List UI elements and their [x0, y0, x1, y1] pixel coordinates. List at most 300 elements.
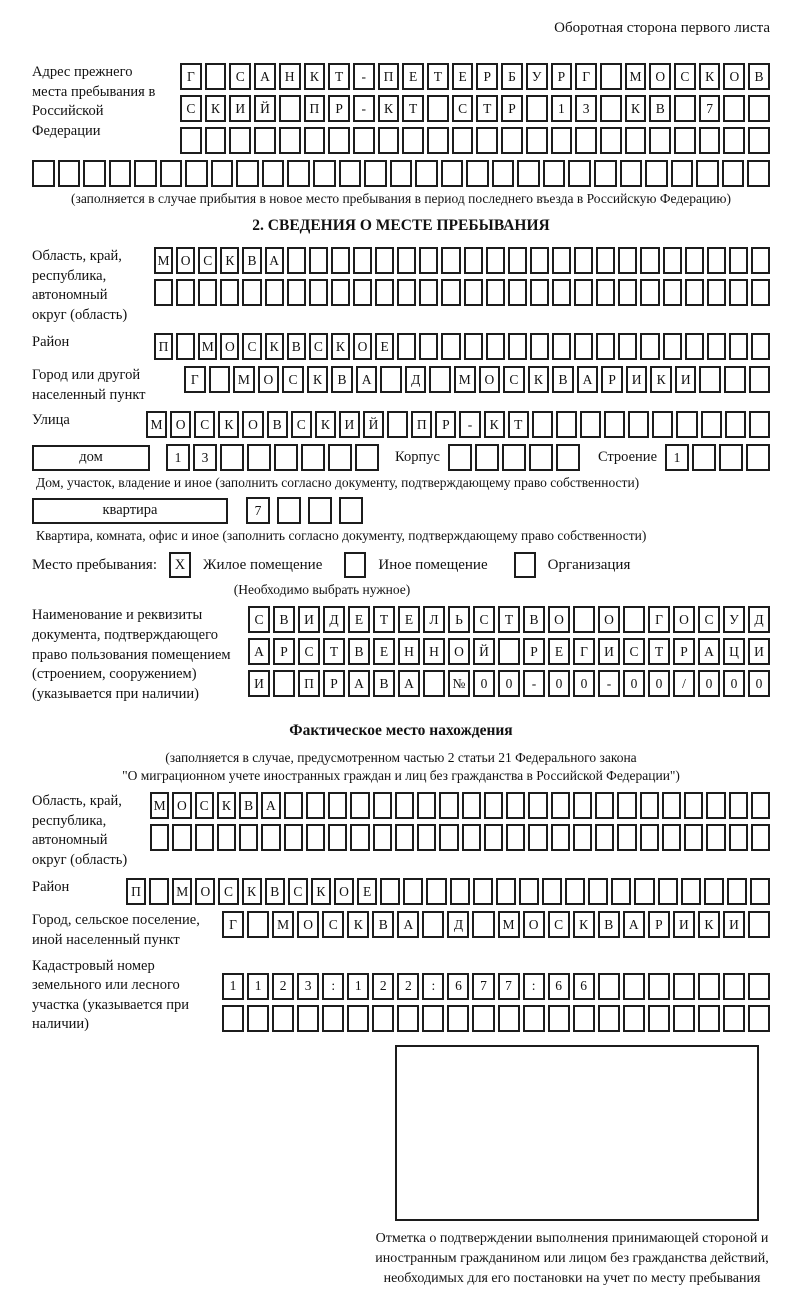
form-cell[interactable] — [475, 444, 499, 471]
form-cell[interactable]: № — [448, 670, 470, 697]
form-cell[interactable]: / — [673, 670, 695, 697]
form-cell[interactable] — [390, 160, 413, 187]
form-cell[interactable] — [397, 279, 416, 306]
form-cell[interactable]: В — [331, 366, 353, 393]
form-cell[interactable] — [729, 279, 748, 306]
form-cell[interactable] — [729, 333, 748, 360]
form-cell[interactable] — [673, 973, 695, 1000]
form-cell[interactable]: М — [150, 792, 169, 819]
form-cell[interactable] — [751, 333, 770, 360]
form-cell[interactable]: Т — [648, 638, 670, 665]
form-cell[interactable] — [32, 160, 55, 187]
form-cell[interactable]: Ц — [723, 638, 745, 665]
form-cell[interactable] — [331, 247, 350, 274]
form-cell[interactable] — [486, 247, 505, 274]
form-cell[interactable]: К — [347, 911, 369, 938]
form-cell[interactable]: К — [205, 95, 227, 122]
form-cell[interactable] — [662, 792, 681, 819]
form-cell[interactable] — [417, 824, 436, 851]
form-cell[interactable] — [287, 247, 306, 274]
form-cell[interactable] — [727, 878, 747, 905]
form-cell[interactable]: - — [353, 63, 375, 90]
form-cell[interactable]: 3 — [297, 973, 319, 1000]
form-cell[interactable] — [707, 333, 726, 360]
form-cell[interactable]: 6 — [447, 973, 469, 1000]
form-cell[interactable] — [628, 411, 649, 438]
form-cell[interactable] — [699, 127, 721, 154]
form-cell[interactable]: У — [526, 63, 548, 90]
form-cell[interactable] — [676, 411, 697, 438]
form-cell[interactable] — [620, 160, 643, 187]
stay-type-checkbox-organization[interactable] — [514, 552, 536, 578]
form-cell[interactable]: О — [548, 606, 570, 633]
form-cell[interactable]: И — [626, 366, 648, 393]
form-cell[interactable]: В — [242, 247, 261, 274]
form-cell[interactable]: Г — [573, 638, 595, 665]
form-cell[interactable] — [222, 1005, 244, 1032]
form-cell[interactable] — [701, 411, 722, 438]
form-cell[interactable] — [176, 333, 195, 360]
form-cell[interactable]: Е — [373, 638, 395, 665]
form-cell[interactable]: 3 — [193, 444, 217, 471]
form-cell[interactable] — [301, 444, 325, 471]
form-cell[interactable] — [176, 279, 195, 306]
form-cell[interactable] — [109, 160, 132, 187]
form-cell[interactable] — [273, 670, 295, 697]
form-cell[interactable]: С — [473, 606, 495, 633]
form-cell[interactable] — [598, 973, 620, 1000]
form-cell[interactable] — [508, 333, 527, 360]
form-cell[interactable] — [350, 824, 369, 851]
form-cell[interactable] — [441, 247, 460, 274]
form-cell[interactable]: А — [265, 247, 284, 274]
form-cell[interactable] — [623, 606, 645, 633]
form-cell[interactable]: - — [459, 411, 480, 438]
form-cell[interactable] — [229, 127, 251, 154]
form-cell[interactable] — [220, 444, 244, 471]
form-cell[interactable]: - — [523, 670, 545, 697]
form-cell[interactable]: М — [154, 247, 173, 274]
form-cell[interactable]: Т — [328, 63, 350, 90]
form-cell[interactable] — [556, 444, 580, 471]
form-cell[interactable] — [508, 279, 527, 306]
form-cell[interactable] — [623, 973, 645, 1000]
form-cell[interactable]: Е — [357, 878, 377, 905]
form-cell[interactable] — [618, 333, 637, 360]
form-cell[interactable]: С — [218, 878, 238, 905]
form-cell[interactable]: К — [699, 63, 721, 90]
form-cell[interactable] — [723, 973, 745, 1000]
form-cell[interactable] — [598, 1005, 620, 1032]
form-cell[interactable] — [422, 911, 444, 938]
form-cell[interactable]: В — [287, 333, 306, 360]
form-cell[interactable] — [749, 411, 770, 438]
form-cell[interactable]: К — [242, 878, 262, 905]
form-cell[interactable]: В — [598, 911, 620, 938]
form-cell[interactable]: 2 — [272, 973, 294, 1000]
form-cell[interactable] — [83, 160, 106, 187]
form-cell[interactable]: Д — [405, 366, 427, 393]
form-cell[interactable] — [681, 878, 701, 905]
form-cell[interactable] — [441, 333, 460, 360]
form-cell[interactable] — [484, 792, 503, 819]
form-cell[interactable]: Г — [648, 606, 670, 633]
form-cell[interactable]: М — [146, 411, 167, 438]
form-cell[interactable] — [160, 160, 183, 187]
form-cell[interactable] — [685, 279, 704, 306]
form-cell[interactable]: О — [170, 411, 191, 438]
form-cell[interactable] — [729, 824, 748, 851]
form-cell[interactable] — [707, 247, 726, 274]
form-cell[interactable] — [729, 247, 748, 274]
form-cell[interactable] — [640, 279, 659, 306]
form-cell[interactable]: С — [180, 95, 202, 122]
form-cell[interactable]: : — [422, 973, 444, 1000]
form-cell[interactable]: П — [298, 670, 320, 697]
form-cell[interactable]: С — [452, 95, 474, 122]
form-cell[interactable] — [355, 444, 379, 471]
form-cell[interactable]: С — [194, 411, 215, 438]
form-cell[interactable] — [466, 160, 489, 187]
form-cell[interactable]: К — [650, 366, 672, 393]
form-cell[interactable] — [684, 792, 703, 819]
form-cell[interactable]: А — [698, 638, 720, 665]
form-cell[interactable] — [427, 95, 449, 122]
form-cell[interactable] — [556, 411, 577, 438]
form-cell[interactable]: В — [523, 606, 545, 633]
apartment-type-box[interactable]: квартира — [32, 498, 228, 524]
form-cell[interactable] — [297, 1005, 319, 1032]
form-cell[interactable] — [439, 824, 458, 851]
form-cell[interactable]: М — [272, 911, 294, 938]
form-cell[interactable] — [378, 127, 400, 154]
form-cell[interactable] — [588, 878, 608, 905]
form-cell[interactable]: И — [248, 670, 270, 697]
form-cell[interactable] — [611, 878, 631, 905]
form-cell[interactable]: О — [334, 878, 354, 905]
form-cell[interactable] — [600, 63, 622, 90]
form-cell[interactable]: Д — [447, 911, 469, 938]
form-cell[interactable] — [674, 127, 696, 154]
form-cell[interactable] — [364, 160, 387, 187]
form-cell[interactable]: С — [548, 911, 570, 938]
form-cell[interactable] — [600, 127, 622, 154]
form-cell[interactable] — [649, 127, 671, 154]
form-cell[interactable]: В — [748, 63, 770, 90]
form-cell[interactable]: Г — [222, 911, 244, 938]
form-cell[interactable] — [640, 824, 659, 851]
form-cell[interactable] — [573, 792, 592, 819]
form-cell[interactable] — [618, 279, 637, 306]
form-cell[interactable] — [552, 279, 571, 306]
form-cell[interactable] — [640, 247, 659, 274]
form-cell[interactable]: И — [723, 911, 745, 938]
form-cell[interactable] — [134, 160, 157, 187]
form-cell[interactable]: Г — [184, 366, 206, 393]
form-cell[interactable]: О — [195, 878, 215, 905]
form-cell[interactable]: К — [484, 411, 505, 438]
form-cell[interactable] — [220, 279, 239, 306]
form-cell[interactable] — [573, 1005, 595, 1032]
form-cell[interactable] — [722, 160, 745, 187]
form-cell[interactable] — [574, 333, 593, 360]
form-cell[interactable]: В — [649, 95, 671, 122]
form-cell[interactable]: М — [233, 366, 255, 393]
form-cell[interactable] — [375, 279, 394, 306]
form-cell[interactable] — [684, 824, 703, 851]
form-cell[interactable]: М — [625, 63, 647, 90]
form-cell[interactable] — [217, 824, 236, 851]
form-cell[interactable]: 1 — [222, 973, 244, 1000]
form-cell[interactable]: 7 — [472, 973, 494, 1000]
form-cell[interactable] — [277, 497, 301, 524]
form-cell[interactable]: К — [331, 333, 350, 360]
form-cell[interactable] — [596, 333, 615, 360]
form-cell[interactable]: Т — [427, 63, 449, 90]
form-cell[interactable] — [339, 160, 362, 187]
form-cell[interactable]: Р — [648, 911, 670, 938]
form-cell[interactable] — [242, 279, 261, 306]
form-cell[interactable] — [279, 127, 301, 154]
form-cell[interactable] — [262, 160, 285, 187]
form-cell[interactable] — [195, 824, 214, 851]
form-cell[interactable]: К — [304, 63, 326, 90]
form-cell[interactable]: Ь — [448, 606, 470, 633]
form-cell[interactable]: К — [217, 792, 236, 819]
form-cell[interactable]: Д — [748, 606, 770, 633]
form-cell[interactable]: В — [239, 792, 258, 819]
form-cell[interactable] — [380, 366, 402, 393]
form-cell[interactable]: О — [598, 606, 620, 633]
form-cell[interactable]: О — [479, 366, 501, 393]
form-cell[interactable]: П — [154, 333, 173, 360]
form-cell[interactable] — [328, 127, 350, 154]
form-cell[interactable] — [648, 1005, 670, 1032]
form-cell[interactable] — [150, 824, 169, 851]
form-cell[interactable]: А — [356, 366, 378, 393]
form-cell[interactable] — [625, 127, 647, 154]
form-cell[interactable]: А — [254, 63, 276, 90]
form-cell[interactable] — [339, 497, 363, 524]
form-cell[interactable]: К — [573, 911, 595, 938]
form-cell[interactable] — [403, 878, 423, 905]
form-cell[interactable]: 0 — [698, 670, 720, 697]
form-cell[interactable]: Р — [523, 638, 545, 665]
form-cell[interactable] — [484, 824, 503, 851]
form-cell[interactable]: С — [674, 63, 696, 90]
form-cell[interactable]: В — [372, 911, 394, 938]
form-cell[interactable]: Т — [498, 606, 520, 633]
form-cell[interactable] — [185, 160, 208, 187]
form-cell[interactable]: М — [498, 911, 520, 938]
form-cell[interactable] — [565, 878, 585, 905]
form-cell[interactable] — [692, 444, 716, 471]
form-cell[interactable] — [685, 333, 704, 360]
form-cell[interactable] — [506, 824, 525, 851]
form-cell[interactable] — [674, 95, 696, 122]
form-cell[interactable]: А — [398, 670, 420, 697]
form-cell[interactable]: О — [242, 411, 263, 438]
form-cell[interactable] — [247, 911, 269, 938]
form-cell[interactable] — [373, 824, 392, 851]
form-cell[interactable]: М — [198, 333, 217, 360]
form-cell[interactable]: С — [298, 638, 320, 665]
form-cell[interactable]: : — [523, 973, 545, 1000]
form-cell[interactable]: : — [322, 973, 344, 1000]
form-cell[interactable] — [486, 333, 505, 360]
form-cell[interactable]: И — [598, 638, 620, 665]
form-cell[interactable]: О — [723, 63, 745, 90]
form-cell[interactable]: Е — [348, 606, 370, 633]
form-cell[interactable]: Т — [323, 638, 345, 665]
form-cell[interactable]: И — [748, 638, 770, 665]
form-cell[interactable] — [322, 1005, 344, 1032]
house-type-box[interactable]: дом — [32, 445, 150, 471]
form-cell[interactable] — [498, 638, 520, 665]
form-cell[interactable] — [58, 160, 81, 187]
form-cell[interactable]: Г — [180, 63, 202, 90]
form-cell[interactable] — [623, 1005, 645, 1032]
form-cell[interactable] — [746, 444, 770, 471]
form-cell[interactable] — [462, 792, 481, 819]
form-cell[interactable] — [279, 95, 301, 122]
form-cell[interactable]: В — [348, 638, 370, 665]
form-cell[interactable] — [729, 792, 748, 819]
form-cell[interactable] — [648, 973, 670, 1000]
form-cell[interactable] — [548, 1005, 570, 1032]
form-cell[interactable]: Л — [423, 606, 445, 633]
form-cell[interactable] — [751, 279, 770, 306]
form-cell[interactable]: К — [315, 411, 336, 438]
form-cell[interactable] — [707, 279, 726, 306]
form-cell[interactable] — [652, 411, 673, 438]
form-cell[interactable]: В — [552, 366, 574, 393]
form-cell[interactable] — [247, 444, 271, 471]
form-cell[interactable]: А — [248, 638, 270, 665]
form-cell[interactable] — [529, 444, 553, 471]
form-cell[interactable] — [205, 63, 227, 90]
form-cell[interactable] — [417, 792, 436, 819]
stay-type-checkbox-residential[interactable]: X — [169, 552, 191, 578]
form-cell[interactable] — [353, 279, 372, 306]
form-cell[interactable] — [617, 824, 636, 851]
form-cell[interactable] — [422, 1005, 444, 1032]
form-cell[interactable]: И — [673, 911, 695, 938]
form-cell[interactable]: Т — [476, 95, 498, 122]
form-cell[interactable]: М — [172, 878, 192, 905]
form-cell[interactable]: Е — [402, 63, 424, 90]
form-cell[interactable] — [372, 1005, 394, 1032]
form-cell[interactable]: П — [378, 63, 400, 90]
form-cell[interactable] — [419, 333, 438, 360]
form-cell[interactable] — [723, 1005, 745, 1032]
form-cell[interactable]: К — [218, 411, 239, 438]
form-cell[interactable] — [671, 160, 694, 187]
form-cell[interactable] — [748, 127, 770, 154]
form-cell[interactable]: О — [673, 606, 695, 633]
form-cell[interactable] — [353, 127, 375, 154]
form-cell[interactable] — [580, 411, 601, 438]
form-cell[interactable] — [596, 247, 615, 274]
form-cell[interactable] — [640, 792, 659, 819]
form-cell[interactable] — [462, 824, 481, 851]
form-cell[interactable]: 3 — [575, 95, 597, 122]
form-cell[interactable]: С — [195, 792, 214, 819]
form-cell[interactable] — [750, 878, 770, 905]
form-cell[interactable]: П — [126, 878, 146, 905]
form-cell[interactable] — [397, 247, 416, 274]
form-cell[interactable]: Й — [473, 638, 495, 665]
form-cell[interactable]: Р — [501, 95, 523, 122]
form-cell[interactable]: Р — [435, 411, 456, 438]
form-cell[interactable]: 0 — [498, 670, 520, 697]
form-cell[interactable]: Д — [323, 606, 345, 633]
form-cell[interactable]: Й — [254, 95, 276, 122]
form-cell[interactable] — [492, 160, 515, 187]
form-cell[interactable]: 7 — [699, 95, 721, 122]
form-cell[interactable] — [698, 1005, 720, 1032]
form-cell[interactable]: 1 — [665, 444, 689, 471]
form-cell[interactable] — [699, 366, 721, 393]
form-cell[interactable] — [464, 247, 483, 274]
form-cell[interactable] — [663, 333, 682, 360]
form-cell[interactable] — [723, 127, 745, 154]
form-cell[interactable] — [350, 792, 369, 819]
form-cell[interactable] — [328, 824, 347, 851]
form-cell[interactable] — [658, 878, 678, 905]
form-cell[interactable] — [551, 127, 573, 154]
form-cell[interactable] — [749, 366, 771, 393]
form-cell[interactable] — [574, 247, 593, 274]
form-cell[interactable]: 1 — [247, 973, 269, 1000]
form-cell[interactable]: О — [448, 638, 470, 665]
form-cell[interactable]: С — [248, 606, 270, 633]
form-cell[interactable] — [426, 878, 446, 905]
form-cell[interactable] — [415, 160, 438, 187]
form-cell[interactable] — [347, 1005, 369, 1032]
form-cell[interactable] — [573, 606, 595, 633]
form-cell[interactable] — [419, 279, 438, 306]
form-cell[interactable]: А — [348, 670, 370, 697]
form-cell[interactable] — [673, 1005, 695, 1032]
form-cell[interactable] — [523, 1005, 545, 1032]
form-cell[interactable] — [448, 444, 472, 471]
form-cell[interactable]: Б — [501, 63, 523, 90]
form-cell[interactable]: А — [261, 792, 280, 819]
form-cell[interactable] — [272, 1005, 294, 1032]
form-cell[interactable] — [526, 95, 548, 122]
form-cell[interactable] — [696, 160, 719, 187]
form-cell[interactable] — [594, 160, 617, 187]
form-cell[interactable]: О — [220, 333, 239, 360]
form-cell[interactable]: С — [198, 247, 217, 274]
form-cell[interactable] — [328, 444, 352, 471]
form-cell[interactable] — [473, 878, 493, 905]
form-cell[interactable]: А — [577, 366, 599, 393]
form-cell[interactable]: А — [397, 911, 419, 938]
form-cell[interactable]: Г — [575, 63, 597, 90]
form-cell[interactable] — [265, 279, 284, 306]
form-cell[interactable] — [328, 792, 347, 819]
form-cell[interactable] — [698, 973, 720, 1000]
form-cell[interactable]: Р — [601, 366, 623, 393]
form-cell[interactable] — [452, 127, 474, 154]
form-cell[interactable] — [528, 824, 547, 851]
form-cell[interactable] — [439, 792, 458, 819]
form-cell[interactable] — [595, 824, 614, 851]
form-cell[interactable] — [498, 1005, 520, 1032]
form-cell[interactable] — [748, 95, 770, 122]
